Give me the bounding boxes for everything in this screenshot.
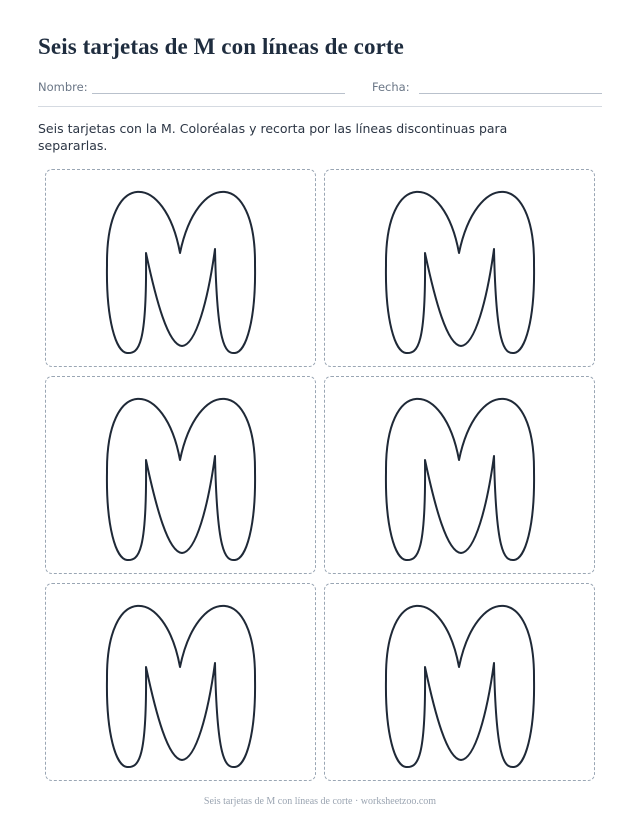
cut-card-5 <box>45 583 316 781</box>
cut-card-3 <box>45 376 316 574</box>
page-footer: Seis tarjetas de M con líneas de corte · worksheetzoo.com <box>203 796 437 807</box>
student-info-fields <box>38 80 602 98</box>
letter-m-outline-icon <box>46 170 317 368</box>
cut-card-4 <box>324 376 595 574</box>
letter-m-outline-icon <box>46 584 317 782</box>
cut-card-6 <box>324 583 595 781</box>
date-label: Fecha: <box>372 80 410 94</box>
date-line <box>419 93 602 94</box>
letter-m-outline-icon <box>325 377 596 575</box>
name-label: Nombre: <box>38 80 88 94</box>
letter-m-outline-icon <box>325 170 596 368</box>
header-divider <box>38 106 602 107</box>
name-line <box>92 93 345 94</box>
instructions: Seis tarjetas con la M. Coloréalas y recorta por las líneas discontinuas para separarlas. <box>38 121 508 153</box>
cut-card-1 <box>45 169 316 367</box>
cut-card-2 <box>324 169 595 367</box>
letter-m-outline-icon <box>46 377 317 575</box>
page-title: Seis tarjetas de M con líneas de corte <box>38 34 404 59</box>
letter-m-outline-icon <box>325 584 596 782</box>
